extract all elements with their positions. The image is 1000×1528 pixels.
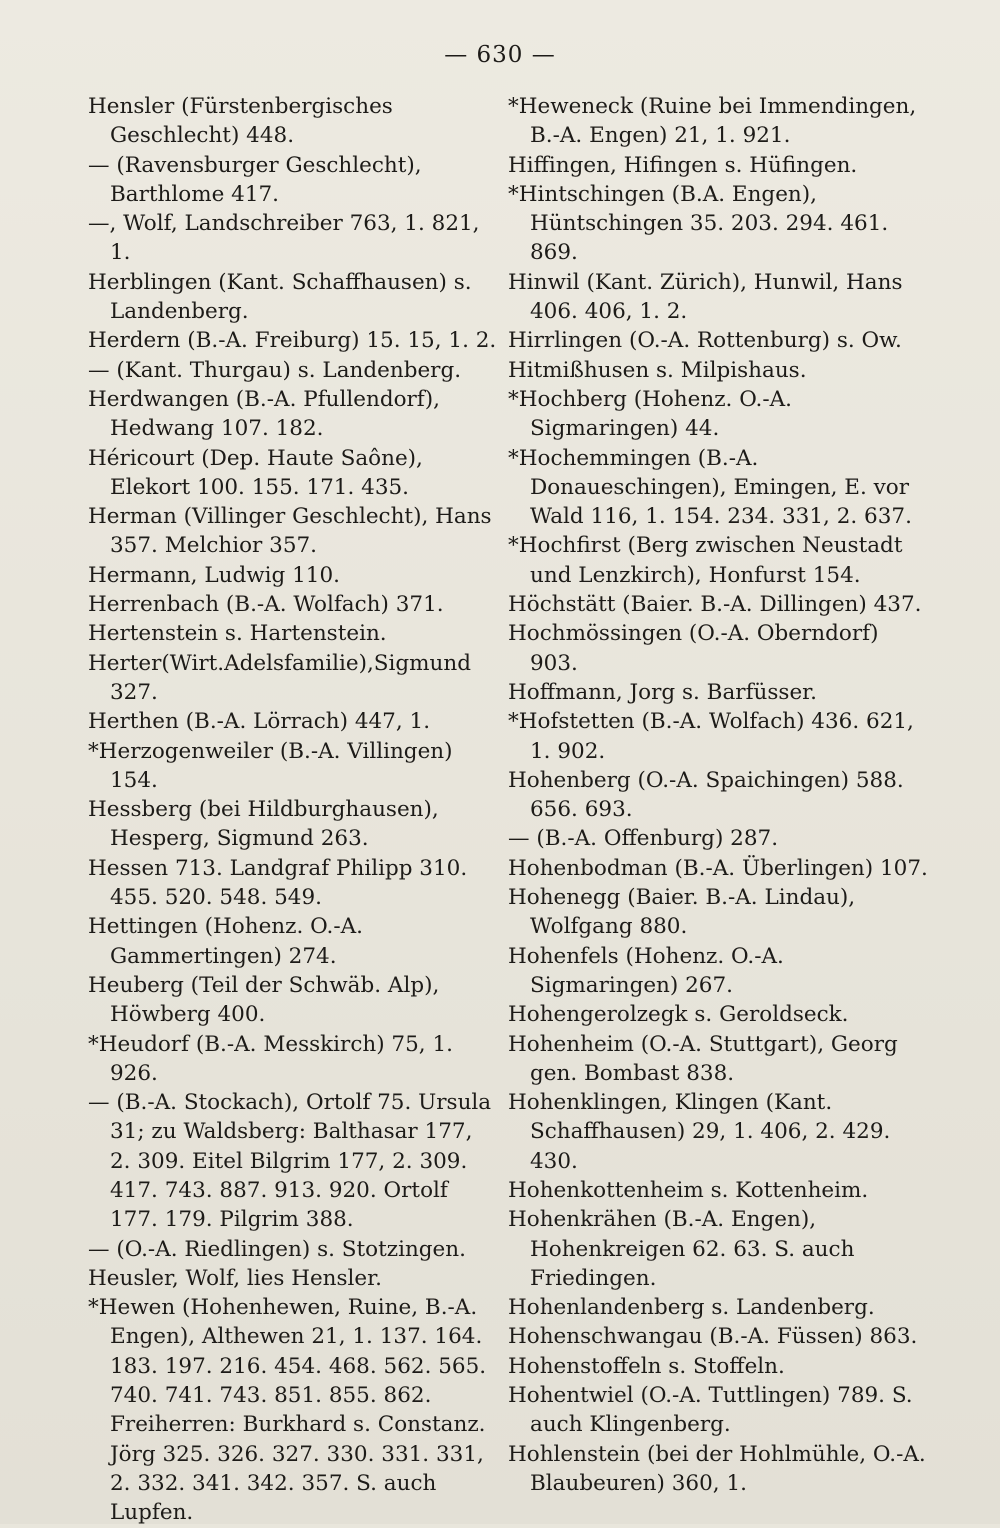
index-entry: Hensler (Fürstenbergisches Geschlecht) 448. xyxy=(88,94,393,149)
index-entry: Hitmißhusen s. Milpishaus. xyxy=(508,357,807,383)
index-entry: Hohenheim (O.-A. Stuttgart), Georg gen. Bombast 838. xyxy=(508,1031,898,1086)
index-entry: *Hochberg (Hohenz. O.-A. Sigmaringen) 44. xyxy=(508,386,793,442)
index-entry: Hohenstoffeln s. Stoffeln. xyxy=(508,1353,785,1379)
index-entry: Hohenkrähen (B.-A. Engen), Hohenkreigen 62. 63. S. auch Friedingen. xyxy=(508,1207,855,1291)
index-entry: Hohlenstein (bei der Hohlmühle, O.-A. Blaubeuren) 360, 1. xyxy=(508,1441,926,1496)
page-number: — 630 — xyxy=(444,42,556,68)
index-entry: Hiffingen, Hifingen s. Hüfingen. xyxy=(508,152,858,178)
index-entry: Hohenschwangau (B.-A. Füssen) 863. xyxy=(508,1324,918,1350)
index-entry: *Hochfirst (Berg zwischen Neustadt und Lenzkirch), Honfurst 154. xyxy=(508,533,903,588)
index-entry: Hinwil (Kant. Zürich), Hunwil, Hans 406. 406, 1. 2. xyxy=(508,269,903,325)
index-entry: Herdwangen (B.-A. Pfullendorf), Hedwang 107. 182. xyxy=(88,386,440,442)
index-entry: — (B.-A. Offenburg) 287. xyxy=(508,826,779,852)
index-entry: Hohengerolzegk s. Geroldseck. xyxy=(508,1002,849,1028)
index-entry: Hochmössingen (O.-A. Oberndorf) 903. xyxy=(508,621,879,676)
index-entry: Hohenbodman (B.-A. Überlingen) 107. xyxy=(508,855,928,881)
index-entry: Herthen (B.-A. Lörrach) 447, 1. xyxy=(88,709,431,735)
index-entry: Hessberg (bei Hildburghausen), Hesperg, Sigmund 263. xyxy=(88,797,439,852)
index-entry: Herrenbach (B.-A. Wolfach) 371. xyxy=(88,592,444,618)
index-entry: Höchstätt (Baier. B.-A. Dillingen) 437. xyxy=(508,592,922,618)
index-entry: —, Wolf, Landschreiber 763, 1. 821, 1. xyxy=(88,211,480,266)
index-entry: Heusler, Wolf, lies Hensler. xyxy=(88,1265,382,1291)
index-entry: Hohentwiel (O.-A. Tuttlingen) 789. S. auch Klingenberg. xyxy=(508,1383,913,1438)
index-entry: Hessen 713. Landgraf Philipp 310. 455. 520. 548. 549. xyxy=(88,855,468,911)
index-entry: — (Ravensburger Geschlecht), Barthlome 417. xyxy=(88,152,422,207)
index-entry: Herdern (B.-A. Freiburg) 15. 15, 1. 2. xyxy=(88,328,497,354)
index-entry: Hohenegg (Baier. B.-A. Lindau), Wolfgang 880. xyxy=(508,885,856,940)
index-entry: *Hochemmingen (B.-A. Donaueschingen), Emingen, E. vor Wald 116, 1. 154. 234. 331, 2. 637. xyxy=(508,445,912,530)
index-entry: Hertenstein s. Hartenstein. xyxy=(88,621,387,647)
index-entry: Hettingen (Hohenz. O.-A. Gammertingen) 274. xyxy=(88,914,363,969)
index-entry: Hoffmann, Jorg s. Barfüsser. xyxy=(508,679,817,705)
index-entry: — (Kant. Thurgau) s. Landenberg. xyxy=(88,357,462,383)
index-entry: *Herzogenweiler (B.-A. Villingen) 154. xyxy=(88,738,453,793)
index-entry: Hohenlandenberg s. Landenberg. xyxy=(508,1295,875,1321)
index-entry: Hohenkottenheim s. Kottenheim. xyxy=(508,1177,869,1203)
index-entry: Herblingen (Kant. Schaffhausen) s. Landenberg. xyxy=(88,269,472,325)
index-entry: — (B.-A. Stockach), Ortolf 75. Ursula 31; zu Waldsberg: Balthasar 177, 2. 309. Eitel Bilgrim 177, 2. 309. 417. 743. 887. 913. 920. Ortolf 177. 179. Pilgrim 388. xyxy=(88,1090,492,1233)
index-entry: Herter(Wirt.Adelsfamilie),Sigmund 327. xyxy=(88,650,472,705)
index-entry: *Hewen (Hohenhewen, Ruine, B.-A. Engen), Althewen 21, 1. 137. 164. 183. 197. 216. 454. 468. 562. 565. 740. 741. 743. 851. 855. 862. Freiherren: Burkhard s. Constanz. Jörg 325. 326. 327. 330. 331. 331, 2. 332. 341. 342. 357. S. auch Lupfen. xyxy=(88,1295,487,1526)
index-entry: Hohenberg (O.-A. Spaichingen) 588. 656. 693. xyxy=(508,767,904,823)
index-entry: Herman (Villinger Geschlecht), Hans 357. Melchior 357. xyxy=(88,504,492,559)
index-entry: Hirrlingen (O.-A. Rottenburg) s. Ow. xyxy=(508,328,902,354)
index-entry: *Hintschingen (B.A. Engen), Hüntschingen 35. 203. 294. 461. 869. xyxy=(508,181,889,266)
left-column xyxy=(88,92,498,1528)
index-entry: Hohenfels (Hohenz. O.-A. Sigmaringen) 267. xyxy=(508,943,784,998)
index-entry: — (O.-A. Riedlingen) s. Stotzingen. xyxy=(88,1236,466,1262)
index-entry: Héricourt (Dep. Haute Saône), Elekort 100. 155. 171. 435. xyxy=(88,445,423,500)
index-entry: Hohenklingen, Klingen (Kant. Schaffhausen) 29, 1. 406, 2. 429. 430. xyxy=(508,1090,891,1174)
index-entry: Heuberg (Teil der Schwäb. Alp), Höwberg 400. xyxy=(88,972,440,1028)
index-entry: *Heudorf (B.-A. Messkirch) 75, 1. 926. xyxy=(88,1031,453,1086)
index-entry: *Heweneck (Ruine bei Immendingen, B.-A. Engen) 21, 1. 921. xyxy=(508,94,917,149)
right-column xyxy=(508,92,928,1498)
index-entry: Hermann, Ludwig 110. xyxy=(88,562,340,588)
index-entry: *Hofstetten (B.-A. Wolfach) 436. 621, 1. 902. xyxy=(508,709,914,764)
